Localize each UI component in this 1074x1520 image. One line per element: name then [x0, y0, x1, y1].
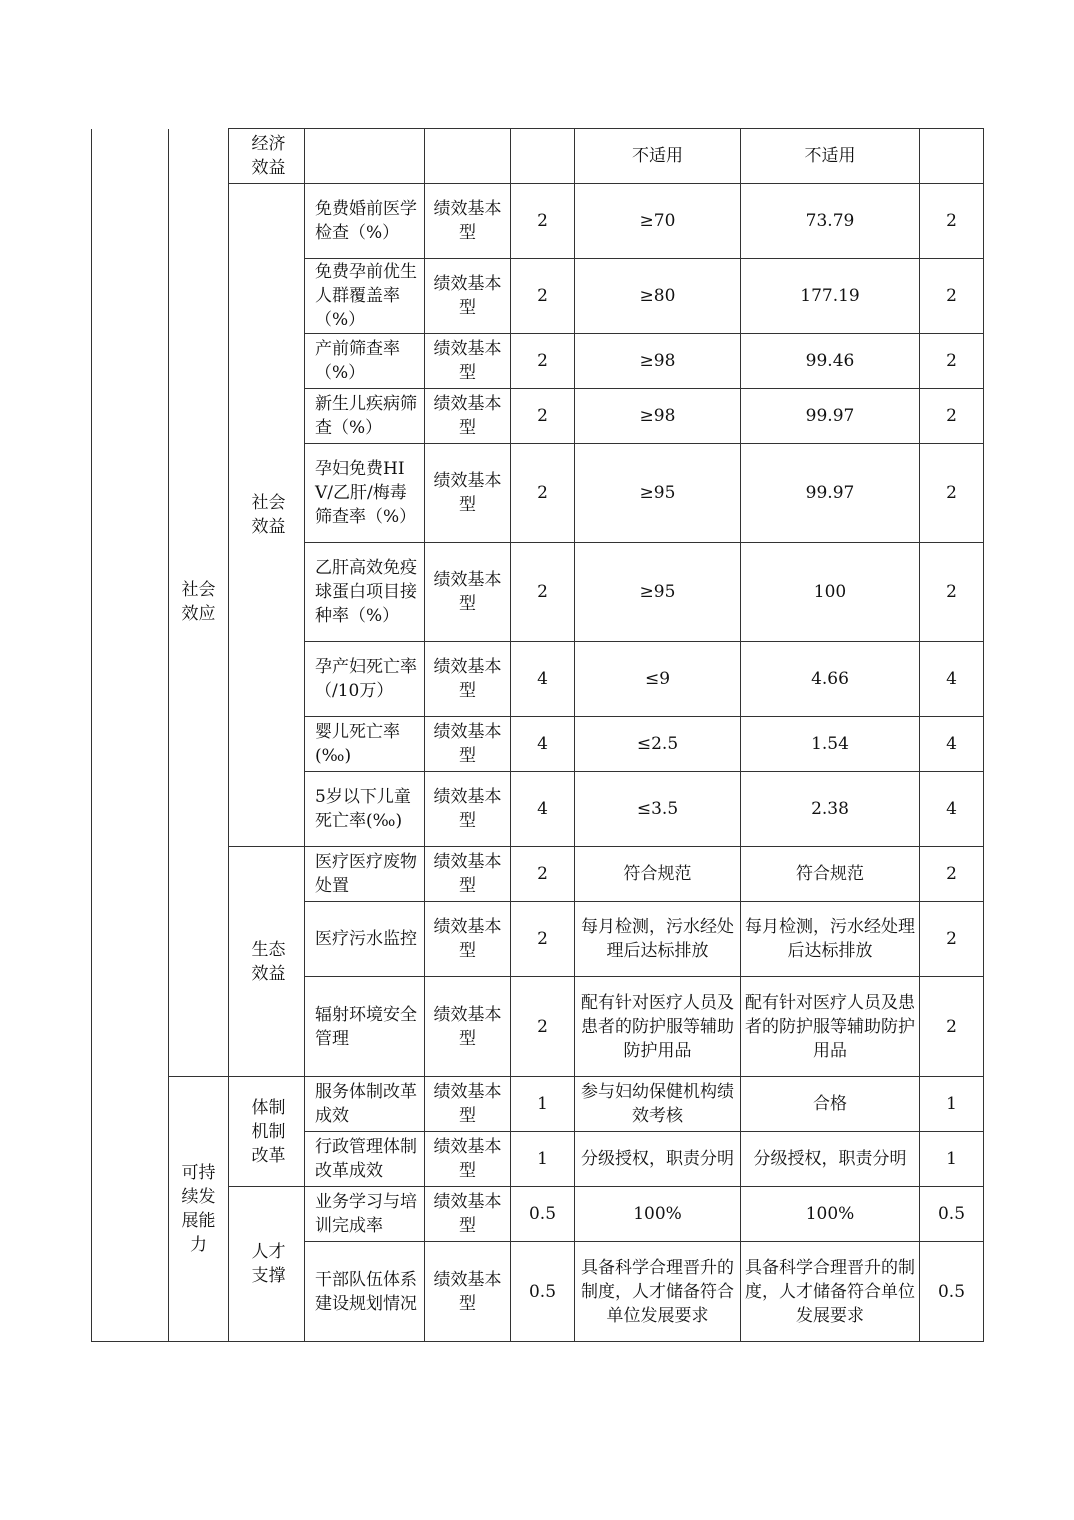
indicator-type: 绩效基本型	[425, 902, 511, 977]
indicator-name: 医疗医疗废物处置	[305, 847, 425, 902]
indicator-actual: 分级授权，职责分明	[741, 1132, 920, 1187]
table-row	[92, 129, 984, 184]
indicator-type: 绩效基本型	[425, 717, 511, 772]
indicator-target: 参与妇幼保健机构绩效考核	[575, 1077, 741, 1132]
indicator-type: 绩效基本型	[425, 1132, 511, 1187]
indicator-target: 配有针对医疗人员及患者的防护服等辅助防护用品	[575, 977, 741, 1077]
indicator-type	[425, 129, 511, 184]
indicator-target: ≥95	[575, 543, 741, 642]
indicator-name: 免费孕前优生人群覆盖率（%）	[305, 259, 425, 334]
indicator-type: 绩效基本型	[425, 1187, 511, 1242]
indicator-name: 婴儿死亡率(‰)	[305, 717, 425, 772]
indicator-actual: 配有针对医疗人员及患者的防护服等辅助防护用品	[741, 977, 920, 1077]
subcategory-talent: 人才支撑	[229, 1187, 305, 1342]
indicator-score: 2	[920, 977, 984, 1077]
indicator-score: 2	[920, 847, 984, 902]
indicator-name: 乙肝高效免疫球蛋白项目接种率（%）	[305, 543, 425, 642]
indicator-type: 绩效基本型	[425, 1077, 511, 1132]
subcategory-institutional: 体制机制改革	[229, 1077, 305, 1187]
indicator-actual: 73.79	[741, 184, 920, 259]
indicator-weight	[511, 129, 575, 184]
indicator-name	[305, 129, 425, 184]
indicator-actual: 99.97	[741, 389, 920, 444]
subcategory-ecological: 生态效益	[229, 847, 305, 1077]
indicator-score: 1	[920, 1077, 984, 1132]
indicator-score: 0.5	[920, 1242, 984, 1342]
indicator-weight: 0.5	[511, 1242, 575, 1342]
indicator-weight: 2	[511, 543, 575, 642]
indicator-weight: 4	[511, 717, 575, 772]
category-sustainable: 可持续发展能力	[169, 1077, 229, 1342]
indicator-weight: 2	[511, 977, 575, 1077]
indicator-name: 业务学习与培训完成率	[305, 1187, 425, 1242]
indicator-actual: 4.66	[741, 642, 920, 717]
indicator-name: 孕妇免费HIV/乙肝/梅毒筛查率（%）	[305, 444, 425, 543]
indicator-weight: 1	[511, 1077, 575, 1132]
indicator-type: 绩效基本型	[425, 543, 511, 642]
indicator-score: 2	[920, 334, 984, 389]
indicator-type: 绩效基本型	[425, 184, 511, 259]
table-row	[92, 1077, 984, 1132]
subcategory-social: 社会效益	[229, 184, 305, 847]
indicator-target: ≤2.5	[575, 717, 741, 772]
indicator-score: 2	[920, 259, 984, 334]
indicator-target: ≤9	[575, 642, 741, 717]
indicator-weight: 4	[511, 642, 575, 717]
indicator-type: 绩效基本型	[425, 444, 511, 543]
indicator-score: 4	[920, 642, 984, 717]
indicator-type: 绩效基本型	[425, 772, 511, 847]
indicator-type: 绩效基本型	[425, 389, 511, 444]
indicator-actual: 不适用	[741, 129, 920, 184]
indicator-target: ≤3.5	[575, 772, 741, 847]
indicator-target: ≥70	[575, 184, 741, 259]
indicator-name: 免费婚前医学检查（%）	[305, 184, 425, 259]
indicator-target: ≥98	[575, 334, 741, 389]
indicator-score: 2	[920, 902, 984, 977]
indicator-name: 辐射环境安全管理	[305, 977, 425, 1077]
indicator-weight: 2	[511, 902, 575, 977]
indicator-actual: 177.19	[741, 259, 920, 334]
indicator-actual: 99.97	[741, 444, 920, 543]
indicator-name: 行政管理体制改革成效	[305, 1132, 425, 1187]
indicator-type: 绩效基本型	[425, 847, 511, 902]
indicator-target: 每月检测，污水经处理后达标排放	[575, 902, 741, 977]
indicator-weight: 2	[511, 847, 575, 902]
indicator-actual: 100	[741, 543, 920, 642]
indicator-score: 4	[920, 717, 984, 772]
level1-category-cell	[92, 129, 169, 1342]
indicator-weight: 2	[511, 334, 575, 389]
indicator-weight: 1	[511, 1132, 575, 1187]
indicator-actual: 符合规范	[741, 847, 920, 902]
indicator-weight: 2	[511, 259, 575, 334]
indicator-actual: 具备科学合理晋升的制度，人才储备符合单位发展要求	[741, 1242, 920, 1342]
indicator-target: 分级授权，职责分明	[575, 1132, 741, 1187]
indicator-name: 干部队伍体系建设规划情况	[305, 1242, 425, 1342]
indicator-name: 服务体制改革成效	[305, 1077, 425, 1132]
indicator-score: 0.5	[920, 1187, 984, 1242]
indicator-name: 产前筛查率（%）	[305, 334, 425, 389]
indicator-actual: 每月检测，污水经处理后达标排放	[741, 902, 920, 977]
indicator-weight: 0.5	[511, 1187, 575, 1242]
indicator-type: 绩效基本型	[425, 642, 511, 717]
indicator-score: 2	[920, 444, 984, 543]
indicator-weight: 2	[511, 184, 575, 259]
indicator-type: 绩效基本型	[425, 977, 511, 1077]
indicator-score: 2	[920, 389, 984, 444]
indicator-weight: 2	[511, 389, 575, 444]
indicator-score: 1	[920, 1132, 984, 1187]
indicator-score: 2	[920, 184, 984, 259]
indicator-type: 绩效基本型	[425, 334, 511, 389]
indicator-actual: 99.46	[741, 334, 920, 389]
indicator-target: ≥80	[575, 259, 741, 334]
indicator-weight: 2	[511, 444, 575, 543]
indicator-name: 新生儿疾病筛查（%）	[305, 389, 425, 444]
indicator-actual: 1.54	[741, 717, 920, 772]
indicator-actual: 2.38	[741, 772, 920, 847]
indicator-target: ≥98	[575, 389, 741, 444]
indicator-name: 医疗污水监控	[305, 902, 425, 977]
indicator-actual: 合格	[741, 1077, 920, 1132]
indicator-target: 符合规范	[575, 847, 741, 902]
indicator-target: ≥95	[575, 444, 741, 543]
indicator-actual: 100%	[741, 1187, 920, 1242]
indicator-target: 100%	[575, 1187, 741, 1242]
indicator-score: 2	[920, 543, 984, 642]
indicator-name: 5岁以下儿童死亡率(‰)	[305, 772, 425, 847]
performance-indicator-table	[91, 128, 984, 1342]
indicator-score	[920, 129, 984, 184]
indicator-type: 绩效基本型	[425, 1242, 511, 1342]
indicator-type: 绩效基本型	[425, 259, 511, 334]
indicator-score: 4	[920, 772, 984, 847]
subcategory-economic: 经济效益	[229, 129, 305, 184]
category-social-effect: 社会效应	[169, 129, 229, 1077]
indicator-name: 孕产妇死亡率（/10万）	[305, 642, 425, 717]
indicator-target: 不适用	[575, 129, 741, 184]
indicator-weight: 4	[511, 772, 575, 847]
indicator-target: 具备科学合理晋升的制度，人才储备符合单位发展要求	[575, 1242, 741, 1342]
